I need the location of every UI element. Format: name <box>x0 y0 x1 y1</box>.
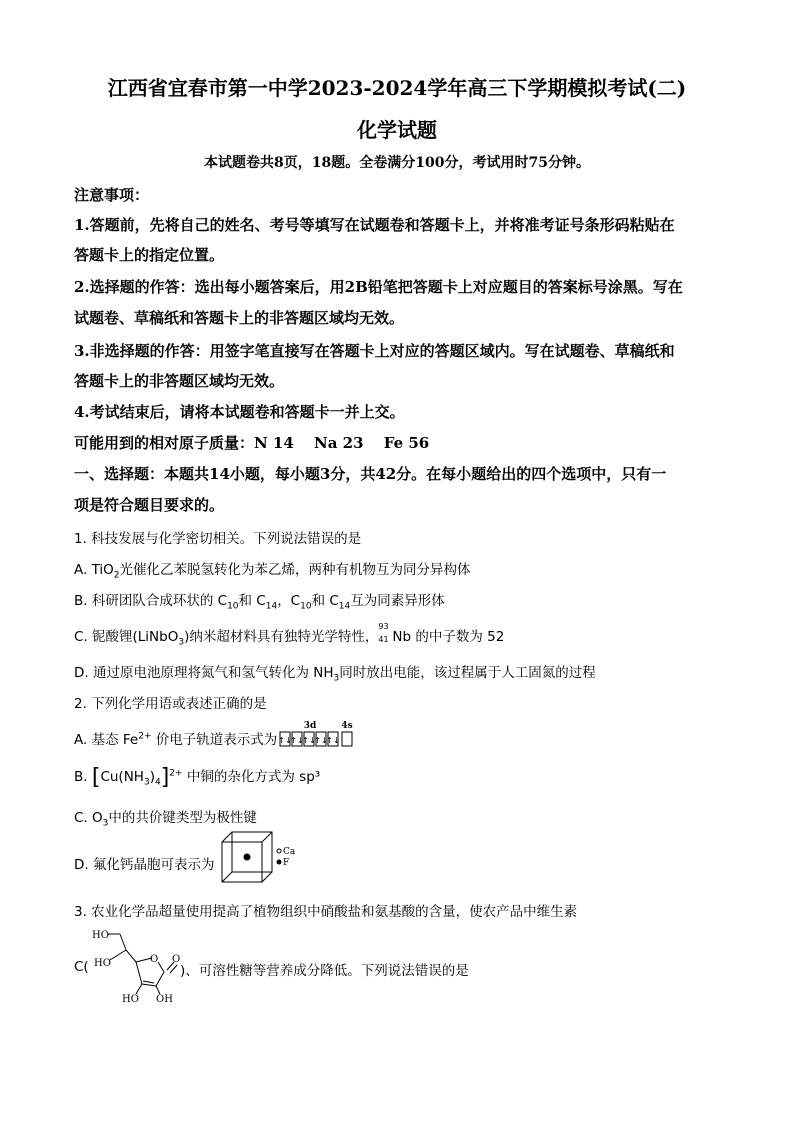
orbital-electrons: ↑↓ <box>302 736 316 745</box>
legend-f-marker <box>277 860 282 865</box>
orbital-electrons: ↑↓ <box>278 736 292 745</box>
note-2b: 试题卷、草稿纸和答题卡上的非答题区域均无效。 <box>74 309 405 327</box>
q1-option-b: B. 科研团队合成环状的 $C_{10}$和 $C_{14}$，$C_{10}$和 $C_{14}$互为同素异形体 <box>74 593 445 612</box>
label-o-keto: O <box>172 954 181 965</box>
orbital-4s-box <box>342 732 352 746</box>
label-oh-bottom: OH <box>156 994 173 1004</box>
orbital-diagram <box>278 719 354 751</box>
q3-stem: 3. 农业化学品超量使用提高了植物组织中硝酸盐和氨基酸的含量，使农产品中维生素 <box>74 904 578 920</box>
crystal-cell-diagram <box>216 828 306 890</box>
orbital-4s-label: 4s <box>341 721 353 731</box>
label-ho-top: HO <box>92 930 109 941</box>
section-1-line1: 一、选择题：本题共14小题，每小题3分，共42分。在每小题给出的四个选项中，只有一 <box>74 465 667 483</box>
q1-option-c: C. 铌酸锂(LiNbO$_3$)纳米超材料具有独特光学特性， 93 41 Nb 的中子数为 52 <box>74 622 505 648</box>
exam-title: 江西省宜春市第一中学2023-2024学年高三下学期模拟考试(二) <box>107 76 687 100</box>
exam-subtitle: 化学试题 <box>357 118 437 142</box>
q2-option-b: B. $[Cu(NH_3)_4]^{2+}$ 中铜的杂化方式为 sp³ <box>74 765 321 790</box>
molecule-bonds <box>108 934 177 994</box>
section-1-line2: 项是符合题目要求的。 <box>74 496 225 514</box>
note-1b: 答题卡上的指定位置。 <box>74 246 225 264</box>
orbital-3d-label: 3d <box>303 721 317 731</box>
orbital-electrons: ↑↓ <box>314 736 328 745</box>
center-atom <box>244 854 251 861</box>
legend-ca-label: Ca <box>283 847 296 857</box>
atomic-masses: 可能用到的相对原子质量：N 14 Na 23 Fe 56 <box>74 434 430 452</box>
nuclide-notation: 93 41 <box>378 622 389 644</box>
notes-heading: 注意事项： <box>74 186 150 204</box>
orbital-electrons: ↑↓ <box>290 736 304 745</box>
q3-continuation: )、可溶性糖等营养成分降低。下列说法错误的是 <box>180 963 469 979</box>
q1-option-a: A. TiO$_2$光催化乙苯脱氢转化为苯乙烯，两种有机物互为同分异构体 <box>74 562 471 581</box>
note-2a: 2.选择题的作答：选出每小题答案后，用2B铅笔把答题卡上对应题目的答案标号涂黑。写在 <box>74 278 683 296</box>
orbital-boxes <box>278 732 352 746</box>
legend-ca-marker <box>277 849 281 853</box>
orbital-electrons: ↑↓ <box>326 736 340 745</box>
q2-option-a: A. 基态 $Fe^{2+}$ 价电子轨道表示式为 <box>74 731 278 748</box>
vitamin-c-structure <box>86 922 182 1004</box>
label-o-ring: O <box>150 954 159 965</box>
label-ho-bottom: HO <box>122 994 139 1004</box>
legend-f-label: F <box>283 858 290 868</box>
q1-stem: 1. 科技发展与化学密切相关。下列说法错误的是 <box>74 531 362 547</box>
note-1a: 1.答题前，先将自己的姓名、考号等填写在试题卷和答题卡上，并将准考证号条形码粘贴在 <box>74 216 675 234</box>
q2-option-c: C. $O_3$中的共价键类型为极性键 <box>74 810 257 829</box>
note-4: 4.考试结束后，请将本试题卷和答题卡一并上交。 <box>74 403 405 421</box>
note-3a: 3.非选择题的作答：用签字笔直接写在答题卡上对应的答题区域内。写在试题卷、草稿纸和 <box>74 342 675 360</box>
label-ho-left: HO <box>94 958 111 969</box>
q1-option-d: D. 通过原电池原理将氮气和氢气转化为 $NH_3$同时放出电能，该过程属于人工固氮的过程 <box>74 665 596 684</box>
note-3b: 答题卡上的非答题区域均无效。 <box>74 372 285 390</box>
q2-option-d: D. 氟化钙晶胞可表示为 <box>74 857 215 873</box>
exam-intro: 本试题卷共8页，18题。全卷满分100分，考试用时75分钟。 <box>204 155 590 171</box>
q2-stem: 2. 下列化学用语或表述正确的是 <box>74 696 267 712</box>
q3-c-open: C( <box>74 959 89 975</box>
